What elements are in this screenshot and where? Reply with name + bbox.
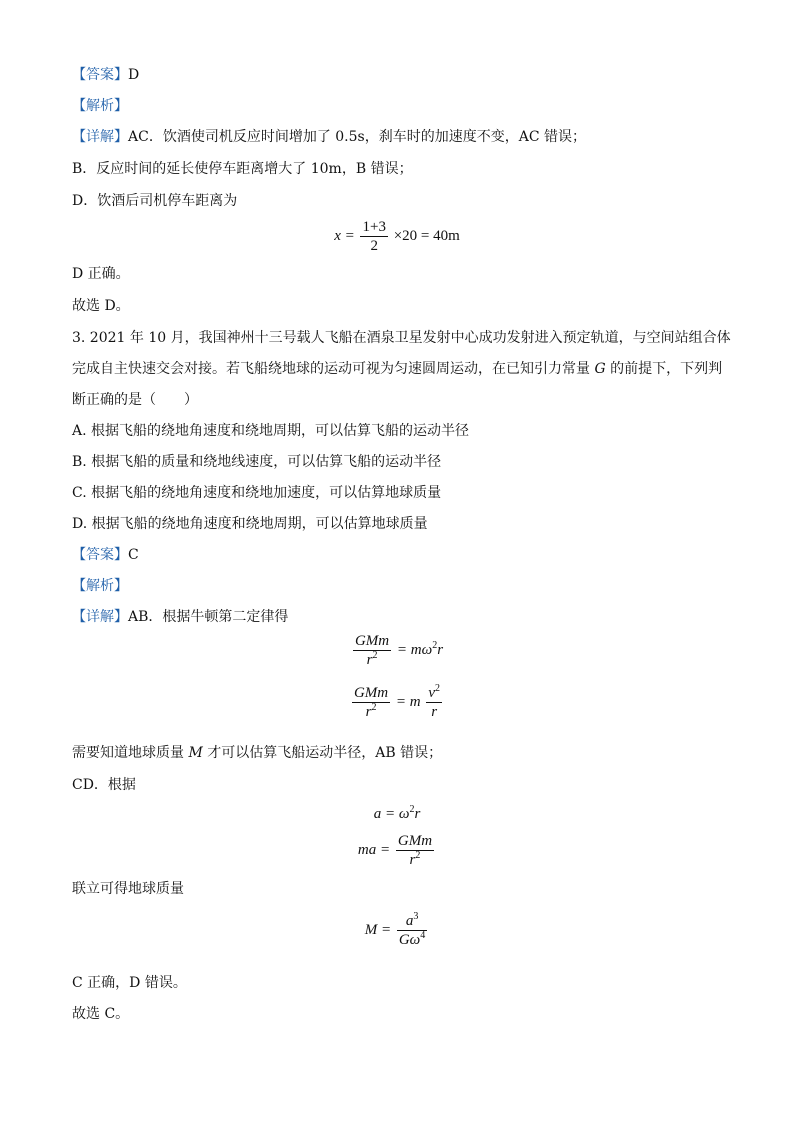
q2-analysis-line [72,97,128,115]
eq3-exp: 2 [409,804,415,815]
eq1-den-exp: 2 [372,650,378,661]
q2-detail-line [72,128,586,146]
fraction-denominator: 2 [370,238,378,254]
q3-eq3 [0,806,794,823]
q3-eq2 [0,684,794,721]
eq2-fraction [352,684,390,721]
answer-tag: 【答案】 [72,67,128,83]
eq4-den-var: r [409,852,416,868]
q2-correct: D 正确。 [72,266,130,282]
q3-need-line [72,744,442,762]
eq2-v-numerator [426,684,442,703]
eq2-v-var: v [428,685,436,701]
q2-answer-line [72,66,139,84]
eq4-den-exp: 2 [415,850,421,861]
eq2-v-exp: 2 [435,683,441,694]
q3-conclusion: C 正确，D 错误。 [72,975,187,991]
formula-lhs: x = [334,227,355,244]
q3-choose: 故选 C。 [72,1006,130,1022]
q3-analysis-line [72,577,128,595]
var-g: G [594,361,606,377]
q2-choose: 故选 D。 [72,298,130,314]
q2-line-d: D．饮酒后司机停车距离为 [72,193,238,209]
eq5-num-exp: 3 [413,911,419,922]
q3-answer-line [72,546,139,564]
q3-eq4 [0,832,794,869]
q3-stem-line1: 3. 2021 年 10 月，我国神州十三号载人飞船在酒泉卫星发射中心成功发射进入预定轨道，与空间站组合体 [72,330,731,346]
eq1-tail: r [437,641,444,658]
need-text: 才可以估算飞船运动半径，AB 错误； [202,745,443,761]
detail-text: AC．饮酒使司机反应时间增加了 0.5s，刹车时的加速度不变，AC 错误； [128,129,586,145]
eq2-rhs: = m [395,693,421,710]
q3-stem-line3: 断正确的是（ ） [72,392,198,408]
q3-option-a: A. 根据飞船的绕地角速度和绕地周期，可以估算飞船的运动半径 [72,423,470,439]
q3-option-c: C. 根据飞船的绕地角速度和绕地加速度，可以估算地球质量 [72,485,442,501]
eq2-den-exp: 2 [371,702,377,713]
eq5-lhs: M = [364,921,392,938]
formula-rest: ×20 = 40m [393,227,460,244]
eq5-denominator [397,931,427,949]
eq3-tail: r [414,806,421,822]
formula-fraction [360,218,387,255]
fraction-numerator: 1+3 [362,219,386,235]
stem-text: 完成自主快速交会对接。若飞船绕地球的运动可视为匀速圆周运动，在已知引力常量 [72,361,595,377]
answer-value: C [128,547,139,563]
eq3-lhs: a = ω [373,806,410,822]
answer-tag: 【答案】 [72,547,128,563]
eq4-denominator [396,851,434,869]
eq5-numerator [397,912,427,931]
q3-stem-line2 [72,360,722,378]
eq5-fraction [397,912,427,949]
detail-text: AB．根据牛顿第二定律得 [128,609,289,625]
eq1-fraction [353,632,391,669]
analysis-tag: 【解析】 [72,98,128,114]
eq4-lhs: ma = [357,841,391,858]
eq1-numerator: GMm [354,633,390,649]
eq2-denominator [352,703,390,721]
q3-cd-line: CD．根据 [72,777,136,793]
eq4-numerator: GMm [397,833,433,849]
q3-option-d: D. 根据飞船的绕地角速度和绕地周期，可以估算地球质量 [72,516,428,532]
eq2-v-fraction [426,684,442,721]
q3-eq5 [0,912,794,949]
eq1-rhs-exp: 2 [432,639,438,651]
analysis-tag: 【解析】 [72,578,128,594]
eq1-denominator [353,651,391,669]
q3-option-b: B. 根据飞船的质量和绕地线速度，可以估算飞船的运动半径 [72,454,442,470]
eq5-den-exp: 4 [420,930,426,941]
q2-line-b: B．反应时间的延长使停车距离增大了 10m，B 错误； [72,161,413,177]
eq4-fraction [396,832,434,869]
q3-detail-line [72,608,288,626]
q3-eq1 [0,632,794,669]
eq2-den-var: r [365,704,372,720]
var-m: M [188,745,203,761]
need-text: 需要知道地球质量 [72,745,189,761]
detail-tag: 【详解】 [72,129,128,145]
eq2-numerator: GMm [353,685,389,701]
eq1-den-var: r [366,652,373,668]
q3-combine-line: 联立可得地球质量 [72,881,184,897]
eq5-den-var: Gω [398,932,421,948]
eq5-num-var: a [405,913,414,929]
q2-formula [0,218,794,255]
detail-tag: 【详解】 [72,609,128,625]
eq1-rhs: = mω [396,641,433,658]
eq2-v-denominator: r [431,704,438,720]
answer-value: D [128,67,140,83]
stem-text: 的前提下，下列判 [605,361,723,377]
